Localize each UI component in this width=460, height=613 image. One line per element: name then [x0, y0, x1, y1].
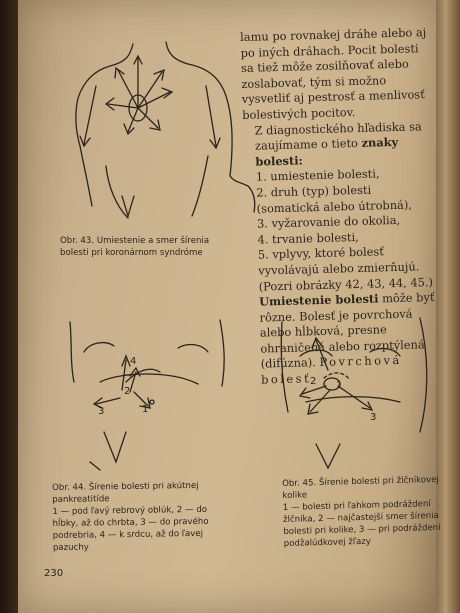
- figure-44-caption-body: 1 — pod ľavý rebrový oblúk, 2 — do hĺbky, až do chrbta, 3 — do pravého podrebria, 4 — k srdcu, až do ľavej pazuchy: [52, 504, 209, 553]
- fig44-label-4: 4: [130, 356, 137, 367]
- figure-43-caption: Obr. 43. Umiestenie a smer šírenia bolesti pri koronárnom syndróme: [60, 236, 210, 258]
- fig44-label-1: 1: [142, 404, 149, 415]
- body-intro-bold: znaky bolesti:: [255, 135, 399, 169]
- list-item: 3. vyžarovanie do okolia,: [256, 213, 401, 231]
- figure-45-caption: [282, 474, 444, 550]
- fig44-label-2: 2: [124, 386, 131, 397]
- figure-45-illustration: [270, 312, 440, 472]
- list-item: 2. druh (typ) bolesti (somatická alebo útrobná),: [256, 182, 413, 216]
- fig44-label-3: 3: [98, 406, 105, 417]
- figure-44-illustration: [60, 312, 240, 472]
- figure-44-caption-title: Obr. 44. Šírenie bolesti pri akútnej pankreatitíde: [52, 480, 199, 505]
- list-item: 1. umiestenie bolesti,: [255, 166, 380, 184]
- fig45-label-3: 3: [370, 412, 377, 423]
- fig45-label-2: 2: [310, 376, 317, 387]
- figure-43-illustration: [58, 36, 258, 226]
- list-item: 4. trvanie bolesti,: [257, 229, 359, 247]
- para-bold: Umiestenie bolesti: [258, 291, 379, 309]
- body-line-1: lamu po rovnakej dráhe alebo aj po iných dráhach. Pocit bolesti sa tiež môže zosilňovať alebo zoslabovať, tým si možno vysvetliť aj pestrosť a menlivosť bolestivých pocitov.: [240, 25, 427, 122]
- figure-44-caption: [52, 480, 223, 554]
- fig45-label-1: 1: [336, 380, 343, 391]
- page-number: 230: [44, 568, 64, 579]
- figure-45-caption-body: 1 — bolesti pri ľahkom podráždení žlčníka, 2 — najčastejší smer šírenia bolesti pri kolike, 3 — pri podráždení podžalúdkovej žľazy: [282, 499, 441, 549]
- figure-45-caption-title: Obr. 45. Šírenie bolesti pri žlčníkovej kolike: [282, 474, 439, 501]
- body-intro: Z diagnostického hľadiska sa zaujímame o tieto: [254, 118, 422, 153]
- spaced-text: Povrchová bolesť: [260, 353, 402, 387]
- book-spine-shadow: [0, 0, 18, 613]
- list-item: 5. vplyvy, ktoré bolesť vyvolávajú alebo zmierňujú. (Pozri obrázky 42, 43, 44, 45.): [257, 244, 434, 294]
- para-text: môže byť rôzne. Bolesť je povrchová alebo hĺbková, presne ohraničená alebo rozptýlená (difúzna).: [259, 290, 435, 372]
